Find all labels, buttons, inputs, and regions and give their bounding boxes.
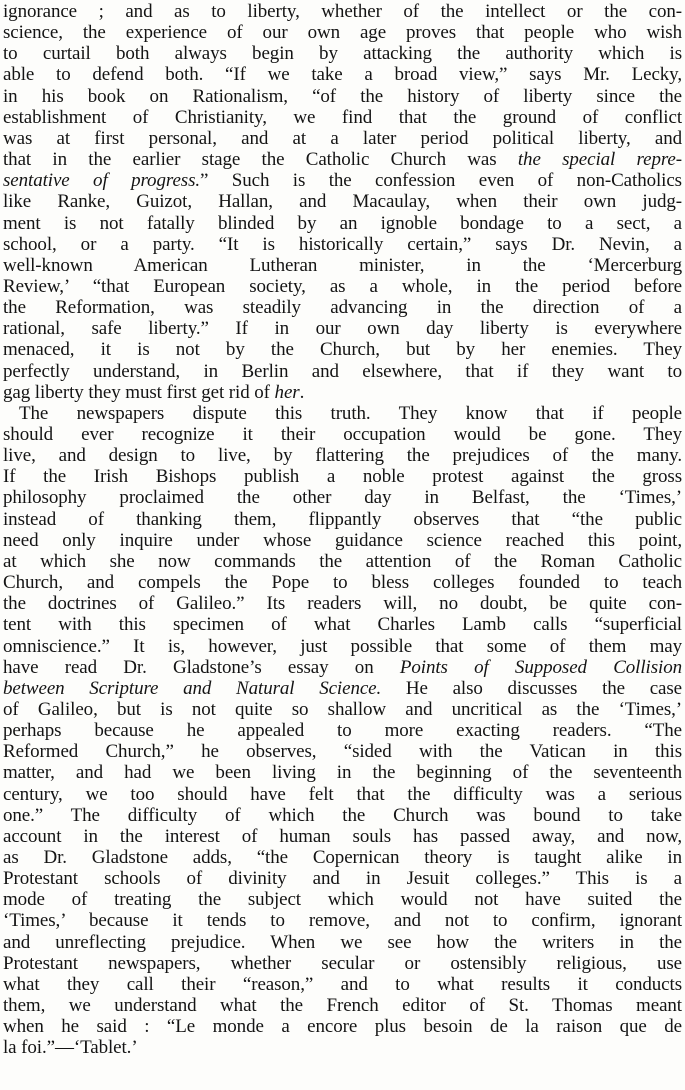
line-text: matter, and had we been living in the beginning of the seventeenth bbox=[3, 763, 682, 784]
text-line bbox=[3, 954, 682, 976]
line-text: of Galileo, but is not quite so shallow and uncritical as the ‘Times,’ bbox=[3, 699, 682, 720]
text-line bbox=[3, 446, 682, 468]
line-text: the Reformation, was steadily advancing in the direction of a bbox=[3, 298, 682, 319]
text-line bbox=[3, 256, 682, 278]
text-line bbox=[3, 108, 682, 130]
text-line bbox=[3, 827, 682, 849]
text-line bbox=[3, 467, 682, 489]
italic-text: her bbox=[274, 382, 300, 403]
line-text: philosophy proclaimed the other day in Belfast, the ‘Times,’ bbox=[3, 488, 682, 509]
line-text: live, and design to live, by flattering the prejudices of the many. bbox=[3, 446, 682, 467]
text-line bbox=[3, 192, 682, 214]
line-text: them, we understand what the French editor of St. Thomas meant bbox=[3, 996, 682, 1017]
line-text: was at first personal, and at a later period political liberty, and bbox=[3, 128, 682, 149]
text-line bbox=[3, 975, 682, 997]
text-line bbox=[3, 785, 682, 807]
text-line bbox=[3, 615, 682, 637]
text-line bbox=[3, 573, 682, 595]
line-text: well-known American Lutheran minister, in the ‘Mercerburg bbox=[3, 255, 682, 276]
line-text: as Dr. Gladstone adds, “the Copernican theory is taught alike in bbox=[3, 848, 682, 868]
italic-text: Points of Supposed Collision bbox=[399, 657, 682, 678]
line-text: need only inquire under whose guidance science reached this point, bbox=[3, 530, 682, 551]
line-text: one.” The difficulty of which the Church was bound to take bbox=[3, 805, 682, 826]
text-line bbox=[3, 848, 682, 870]
text-line bbox=[3, 996, 682, 1018]
text-line bbox=[3, 44, 682, 66]
line-text: in his book on Rationalism, “of the history of liberty since the bbox=[3, 86, 682, 107]
line-text: science, the experience of our own age proves that people who wish bbox=[3, 23, 682, 44]
text-line bbox=[3, 298, 682, 320]
italic-text: sentative of progress. bbox=[3, 171, 201, 192]
line-text: ” Such is the confession even of non-Catholics bbox=[200, 171, 682, 192]
line-text: that in the earlier stage the Catholic Church was bbox=[3, 150, 518, 171]
line-text: He also discusses the case bbox=[381, 678, 682, 699]
text-line bbox=[3, 425, 682, 447]
line-text: ment is not fatally blinded by an ignoble bondage to a sect, a bbox=[3, 213, 682, 234]
line-text: ‘Times,’ because it tends to remove, and not to confirm, ignorant bbox=[3, 911, 682, 932]
line-text: what they call their “reason,” and to what results it conducts bbox=[3, 974, 682, 995]
line-text: Review,’ “that European society, as a whole, in the period before bbox=[3, 276, 682, 297]
line-text: la foi.”—‘Tablet.’ bbox=[3, 1038, 138, 1059]
text-line bbox=[3, 1017, 682, 1039]
line-text: century, we too should have felt that the difficulty was a serious bbox=[3, 784, 682, 805]
italic-text: the special repre- bbox=[517, 150, 682, 171]
text-line bbox=[3, 23, 682, 45]
line-text: at which she now commands the attention of the Roman Catholic bbox=[3, 551, 682, 572]
text-line bbox=[3, 806, 682, 828]
text-line bbox=[3, 171, 682, 193]
text-line bbox=[3, 277, 682, 299]
text-line bbox=[3, 488, 682, 510]
line-text: account in the interest of human souls has passed away, and now, bbox=[3, 826, 682, 847]
text-line bbox=[3, 594, 682, 616]
line-text: like Ranke, Guizot, Hallan, and Macaulay, when their own judg- bbox=[3, 192, 682, 213]
text-line bbox=[3, 235, 682, 257]
line-text: able to defend both. “If we take a broad view,” says Mr. Lecky, bbox=[3, 65, 682, 86]
line-text: Church, and compels the Pope to bless colleges founded to teach bbox=[3, 573, 682, 594]
text-line bbox=[3, 869, 682, 891]
text-line bbox=[3, 763, 682, 785]
text-line bbox=[3, 721, 682, 743]
text-line bbox=[3, 890, 682, 912]
line-text: perfectly understand, in Berlin and elsewhere, that if they want to bbox=[3, 361, 682, 382]
line-text: school, or a party. “It is historically certain,” says Dr. Nevin, a bbox=[3, 234, 682, 255]
line-text: tent with this specimen of what Charles Lamb calls “superficial bbox=[3, 615, 682, 636]
text-line bbox=[3, 362, 682, 384]
line-text: and unreflecting prejudice. When we see how the writers in the bbox=[3, 932, 682, 953]
line-text: omniscience.” It is, however, just possible that some of them may bbox=[3, 636, 682, 657]
line-text: rational, safe liberty.” If in our own day liberty is everywhere bbox=[3, 319, 682, 340]
text-line bbox=[3, 700, 682, 722]
text-line bbox=[3, 150, 682, 172]
text-line bbox=[3, 65, 682, 87]
text-line bbox=[3, 637, 682, 659]
text-line bbox=[3, 87, 682, 109]
text-line bbox=[3, 658, 682, 680]
text-line bbox=[3, 1038, 682, 1060]
text-line bbox=[3, 552, 682, 574]
line-text: the doctrines of Galileo.” Its readers will, no doubt, be quite con- bbox=[3, 594, 682, 615]
text-line bbox=[3, 679, 682, 701]
text-line bbox=[3, 2, 682, 24]
text-line bbox=[3, 129, 682, 151]
line-text: Protestant newspapers, whether secular or ostensibly religious, use bbox=[3, 953, 682, 974]
text-line bbox=[3, 383, 682, 405]
line-text: Reformed Church,” he observes, “sided with the Vatican in this bbox=[3, 742, 682, 763]
line-text: gag liberty they must first get rid of bbox=[3, 382, 275, 403]
line-text: menaced, it is not by the Church, but by her enemies. They bbox=[3, 340, 682, 361]
text-line bbox=[3, 933, 682, 955]
text-line bbox=[3, 510, 682, 532]
line-text: when he said : “Le monde a encore plus besoin de la raison que de bbox=[3, 1017, 682, 1038]
line-text: . bbox=[299, 382, 305, 403]
line-text: ignorance ; and as to liberty, whether of the intellect or the con- bbox=[3, 2, 682, 22]
text-line bbox=[3, 319, 682, 341]
line-text: mode of treating the subject which would not have suited the bbox=[3, 890, 682, 911]
text-line bbox=[3, 404, 682, 426]
italic-text: between Scripture and Natural Science. bbox=[3, 678, 382, 699]
text-line bbox=[3, 911, 682, 933]
line-text: have read Dr. Gladstone’s essay on bbox=[3, 657, 400, 678]
text-line bbox=[3, 742, 682, 764]
line-text: The newspapers dispute this truth. They know that if people bbox=[19, 403, 682, 424]
line-text: perhaps because he appealed to more exacting readers. “The bbox=[3, 721, 682, 742]
line-text: establishment of Christianity, we find that the ground of conflict bbox=[3, 107, 682, 128]
line-text: instead of thanking them, flippantly observes that “the public bbox=[3, 509, 682, 530]
line-text: to curtail both always begin by attacking the authority which is bbox=[3, 44, 682, 65]
text-line bbox=[3, 340, 682, 362]
line-text: should ever recognize it their occupation would be gone. They bbox=[3, 425, 682, 445]
line-text: Protestant schools of divinity and in Jesuit colleges.” This is a bbox=[3, 869, 682, 890]
text-line bbox=[3, 214, 682, 236]
text-line bbox=[3, 531, 682, 553]
line-text: If the Irish Bishops publish a noble protest against the gross bbox=[3, 467, 682, 488]
